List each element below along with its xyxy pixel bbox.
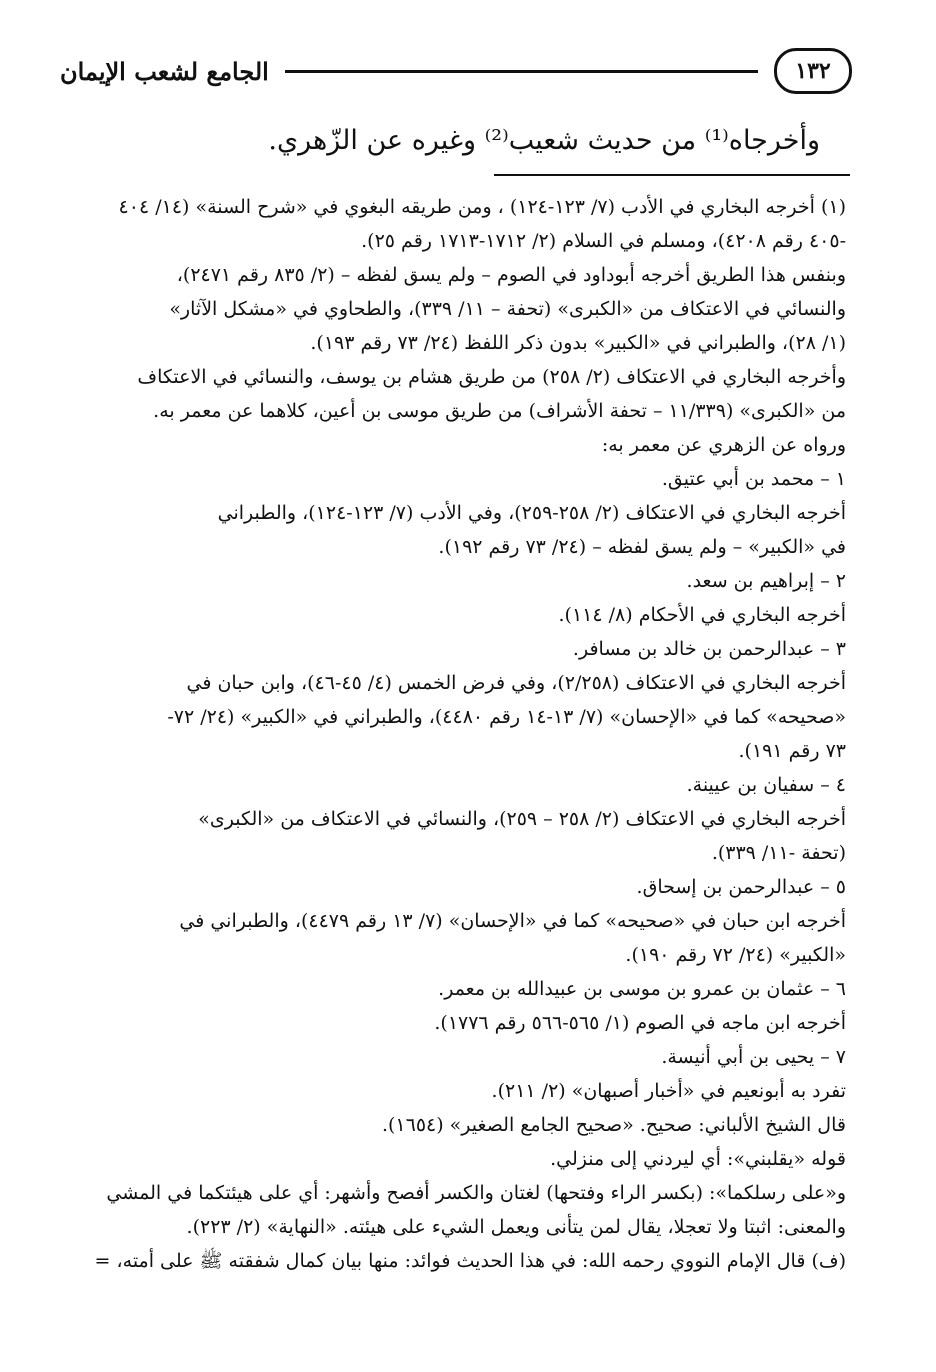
footnote-line: أخرجه البخاري في الاعتكاف (٢/ ٢٥٨ – ٢٥٩)، والنسائي في الاعتكاف من «الكبرى»	[198, 808, 846, 830]
footnote-line: والمعنى: اثبتا ولا تعجلا، يقال لمن يتأنى ويعمل الشيء على هيئته. «النهاية» (٢/ ٢٢٣).	[186, 1216, 846, 1238]
footnote-line: (١) أخرجه البخاري في الأدب (٧/ ١٢٣-١٢٤) ، ومن طريقه البغوي في «شرح السنة» (١٤/ ٤٠٤	[118, 196, 846, 218]
footnotes	[78, 190, 846, 1278]
footnote-line: ٧ – يحيى بن أبي أنيسة.	[661, 1046, 846, 1068]
footnote-line: ٦ – عثمان بن عمرو بن موسى بن عبيدالله بن معمر.	[438, 978, 846, 1000]
footnote-line: (تحفة -١١/ ٣٣٩).	[711, 842, 846, 864]
footnote-line: ٣ – عبدالرحمن بن خالد بن مسافر.	[572, 638, 846, 660]
footnote-line: ١ – محمد بن أبي عتيق.	[661, 468, 846, 490]
footnote-line: والنسائي في الاعتكاف من «الكبرى» (تحفة – ١١/ ٣٣٩)، والطحاوي في «مشكل الآثار»	[169, 298, 846, 320]
footnote-line: ٤ – سفيان بن عيينة.	[686, 774, 846, 796]
footnote-line: أخرجه ابن حبان في «صحيحه» كما في «الإحسان» (٧/ ١٣ رقم ٤٤٧٩)، والطبراني في	[179, 910, 846, 932]
footnote-line: ٥ – عبدالرحمن بن إسحاق.	[636, 876, 846, 898]
footnote-line: ٢ – إبراهيم بن سعد.	[686, 570, 846, 592]
footnote-line: ٧٣ رقم ١٩١).	[738, 740, 846, 762]
footnote-line: وبنفس هذا الطريق أخرجه أبوداود في الصوم – ولم يسق لفظه – (٢/ ٨٣٥ رقم ٢٤٧١)،	[176, 264, 846, 286]
footnote-line: ورواه عن الزهري عن معمر به:	[601, 434, 846, 456]
footnote-line: تفرد به أبونعيم في «أخبار أصبهان» (٢/ ٢١١).	[491, 1080, 846, 1102]
book-title: الجامع لشعب الإيمان	[60, 56, 269, 86]
header-rule	[285, 70, 758, 73]
footnote-line: قال الشيخ الألباني: صحيح. «صحيح الجامع الصغير» (١٦٥٤).	[381, 1114, 846, 1136]
footnote-line: و«على رسلكما»: (بكسر الراء وفتحها) لغتان والكسر أفصح وأشهر: أي على هيئتكما في المشي	[106, 1182, 846, 1204]
footnote-line: في «الكبير» – ولم يسق لفظه – (٢٤/ ٧٣ رقم ١٩٢).	[438, 536, 846, 558]
footnote-line: أخرجه البخاري في الاعتكاف (٢/٢٥٨)، وفي فرض الخمس (٤/ ٤٥-٤٦)، وابن حبان في	[186, 672, 846, 694]
footnote-line: من «الكبرى» (١١/٣٣٩ – تحفة الأشراف) من طريق موسى بن أعين، كلاهما عن معمر به.	[153, 400, 846, 422]
footnote-line: أخرجه ابن ماجه في الصوم (١/ ٥٦٥-٥٦٦ رقم ١٧٧٦).	[434, 1012, 846, 1034]
footnote-separator	[494, 174, 850, 176]
page-number: ١٣٢	[774, 48, 852, 94]
main-text: وأخرجاه⁽¹⁾ من حديث شعيب⁽²⁾ وغيره عن الزّهري.	[268, 125, 820, 156]
footnote-line: «صحيحه» كما في «الإحسان» (٧/ ١٣-١٤ رقم ٤٤٨٠)، والطبراني في «الكبير» (٢٤/ ٧٢-	[167, 706, 846, 728]
footnote-line: قوله «يقلبني»: أي ليردني إلى منزلي.	[550, 1148, 846, 1170]
page-header	[60, 44, 852, 98]
footnote-line: «الكبير» (٢٤/ ٧٢ رقم ١٩٠).	[625, 944, 846, 966]
footnote-line: -٤٠٥ رقم ٤٢٠٨)، ومسلم في السلام (٢/ ١٧١٢-١٧١٣ رقم ٢٥).	[361, 230, 846, 252]
footnote-line: أخرجه البخاري في الأحكام (٨/ ١١٤).	[558, 604, 846, 626]
footnote-line: وأخرجه البخاري في الاعتكاف (٢/ ٢٥٨) من طريق هشام بن يوسف، والنسائي في الاعتكاف	[137, 366, 846, 388]
footnote-line: (١/ ٢٨)، والطبراني في «الكبير» بدون ذكر اللفظ (٢٤/ ٧٣ رقم ١٩٣).	[310, 332, 846, 354]
footnote-line: (ف) قال الإمام النووي رحمه الله: في هذا الحديث فوائد: منها بيان كمال شفقته ﷺ على أمته، =	[94, 1250, 846, 1272]
footnote-line: أخرجه البخاري في الاعتكاف (٢/ ٢٥٨-٢٥٩)، وفي الأدب (٧/ ١٢٣-١٢٤)، والطبراني	[217, 502, 846, 524]
